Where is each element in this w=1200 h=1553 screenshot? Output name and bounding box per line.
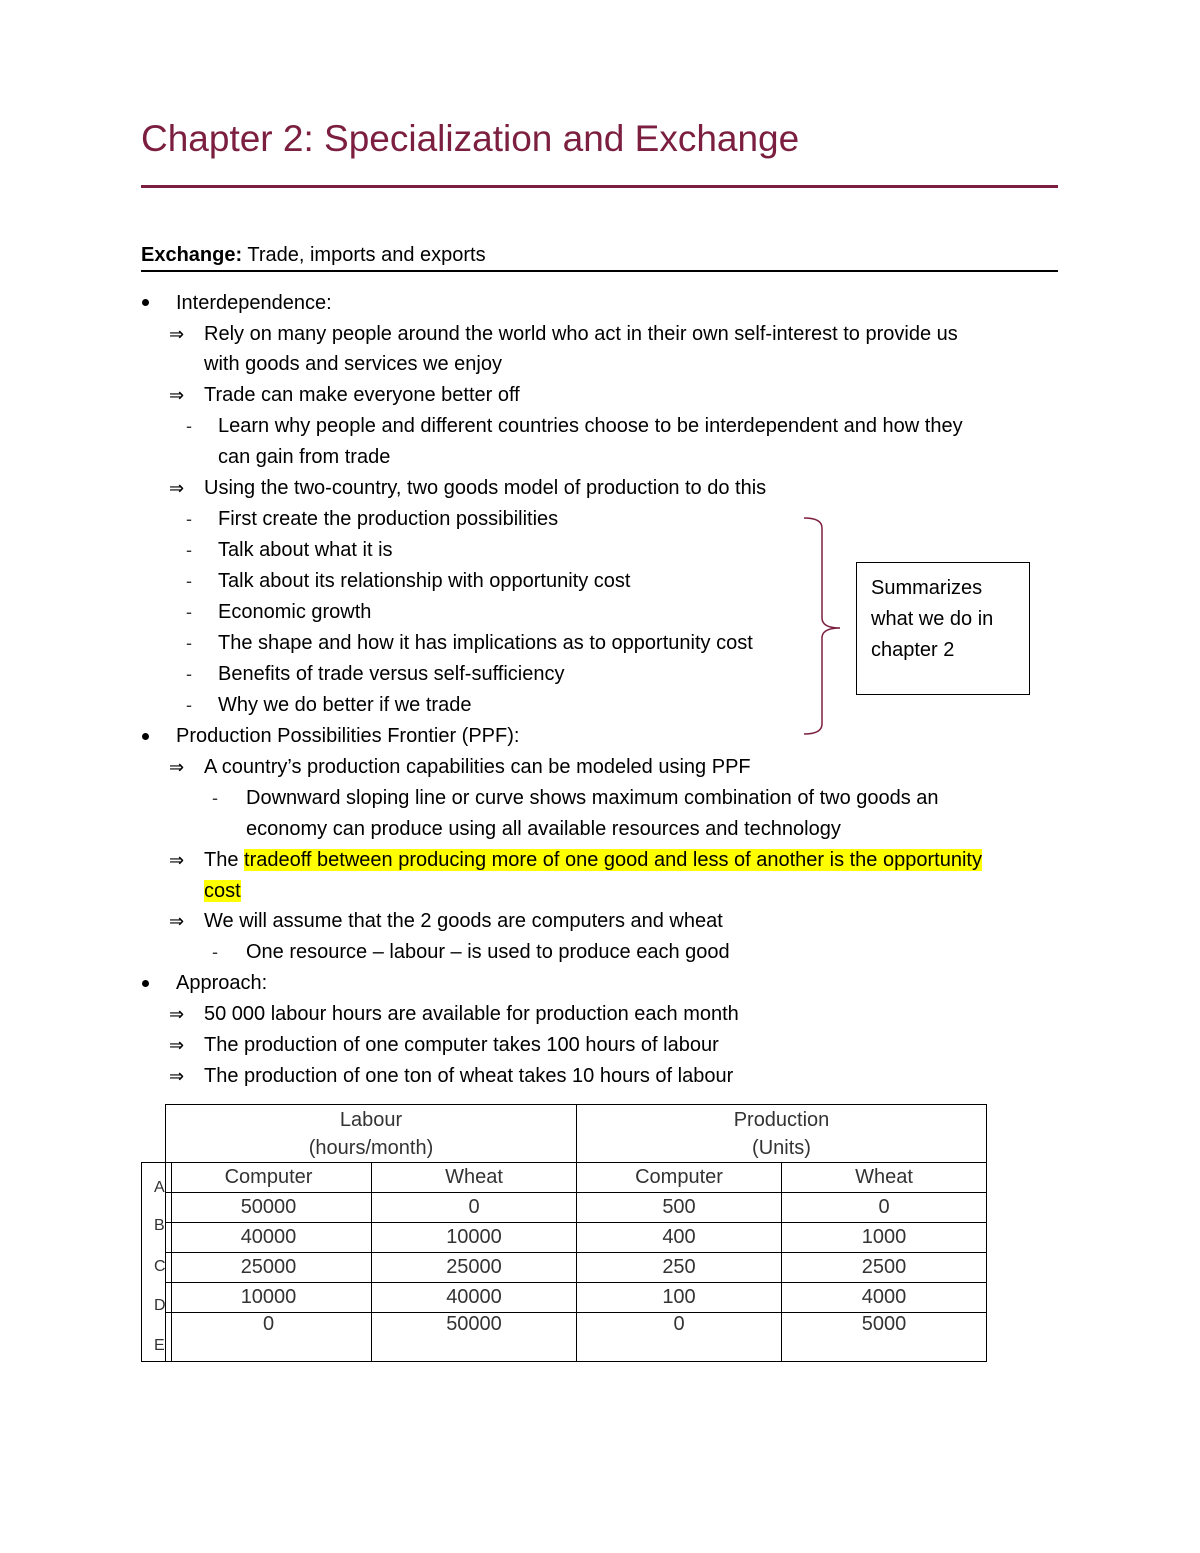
item-one-resource: One resource – labour – is used to produce each good [246,941,730,963]
double-arrow-icon: ⇒ [169,324,185,344]
table-cell: 40000 [372,1283,577,1313]
table-cell: 0 [372,1193,577,1223]
bullet-dot-icon [142,980,149,987]
table-cell: 250 [577,1253,782,1283]
item-first-create: First create the production possibilities [218,508,559,530]
table-cell: 0 [577,1313,782,1362]
row-letter: B [154,1217,165,1234]
highlighted-text: tradeoff between producing more of one good and less of another is the opportunity [244,849,982,871]
dash-icon: - [186,416,192,436]
row-letter: A [154,1179,165,1196]
row-letter: E [154,1337,165,1354]
double-arrow-icon: ⇒ [169,1066,185,1086]
table-cell: 25000 [166,1253,372,1283]
labour-header-title: Labour [339,1108,403,1131]
production-header [577,1105,987,1163]
table-cell: 4000 [782,1283,987,1313]
dash-icon: - [186,509,192,529]
column-header: Computer [577,1163,782,1193]
item-approach: Approach: [176,972,268,994]
table-cell: 40000 [166,1223,372,1253]
item-computer-hours: The production of one computer takes 100 hours of labour [204,1034,719,1056]
table-row [166,1313,987,1362]
double-arrow-icon: ⇒ [169,911,185,931]
item-economic-growth: Economic growth [218,601,372,623]
table-row [166,1283,987,1313]
page-title: Chapter 2: Specialization and Exchange [141,118,800,159]
double-arrow-icon: ⇒ [169,478,185,498]
double-arrow-icon: ⇒ [169,1035,185,1055]
item-learn-line2: can gain from trade [218,446,391,468]
table-cell: 2500 [782,1253,987,1283]
item-wheat-hours: The production of one ton of wheat takes 10 hours of labour [204,1065,734,1087]
table-cell: 0 [166,1313,372,1362]
table-cell: 5000 [782,1313,987,1362]
section-heading [141,244,486,267]
item-assume: We will assume that the 2 goods are computers and wheat [204,910,723,932]
summary-line: what we do in [871,608,994,630]
item-rely-line1: Rely on many people around the world who act in their own self-interest to provide us [204,323,958,345]
item-downward-line1: Downward sloping line or curve shows maximum combination of two goods an [246,787,939,809]
summary-box [856,562,1030,695]
dash-icon: - [186,695,192,715]
row-letter: C [154,1258,166,1275]
item-trade-better: Trade can make everyone better off [204,384,520,406]
table-cell: 50000 [372,1313,577,1362]
item-downward-line2: economy can produce using all available resources and technology [246,818,841,840]
item-shape: The shape and how it has implications as to opportunity cost [218,632,753,654]
item-ppf: Production Possibilities Frontier (PPF): [176,725,520,747]
table-cell: 1000 [782,1223,987,1253]
double-arrow-icon: ⇒ [169,385,185,405]
bullet-dot-icon [142,733,149,740]
dash-icon: - [186,571,192,591]
ppf-table [165,1104,987,1362]
labour-header-unit: (hours/month) [308,1136,434,1159]
column-header: Computer [166,1163,372,1193]
item-talk-what: Talk about what it is [218,539,393,561]
section-divider [141,270,1058,272]
item-tradeoff-line2 [204,879,241,903]
table-row [166,1223,987,1253]
table-cell: 400 [577,1223,782,1253]
item-benefits: Benefits of trade versus self-sufficiency [218,663,565,685]
summary-line: Summarizes [871,577,983,599]
bullet-dot-icon [142,299,149,306]
double-arrow-icon: ⇒ [169,1004,185,1024]
production-header-title: Production [733,1108,830,1131]
item-learn-line1: Learn why people and different countries choose to be interdependent and how they [218,415,963,437]
item-country: A country’s production capabilities can be modeled using PPF [204,756,751,778]
table-cell: 10000 [166,1283,372,1313]
item-interdependence: Interdependence: [176,292,332,314]
title-divider [141,185,1058,188]
summary-line: chapter 2 [871,639,955,661]
item-why-trade: Why we do better if we trade [218,694,472,716]
dash-icon: - [186,664,192,684]
table-cell: 50000 [166,1193,372,1223]
item-talk-relationship: Talk about its relationship with opportunity cost [218,570,631,592]
highlighted-text: cost [204,880,241,902]
section-text: Trade, imports and exports [242,244,486,266]
tradeoff-prefix: The [204,849,245,871]
item-using-model: Using the two-country, two goods model of production to do this [204,477,767,499]
right-brace-icon [800,512,860,738]
table-cell: 100 [577,1283,782,1313]
double-arrow-icon: ⇒ [169,757,185,777]
table-row [166,1193,987,1223]
labour-header [166,1105,577,1163]
production-header-unit: (Units) [752,1136,811,1159]
item-labour-hours: 50 000 labour hours are available for production each month [204,1003,739,1025]
table-cell: 500 [577,1193,782,1223]
table-cell: 10000 [372,1223,577,1253]
column-header: Wheat [372,1163,577,1193]
dash-icon: - [186,540,192,560]
table-cell: 25000 [372,1253,577,1283]
table-row [166,1253,987,1283]
dash-icon: - [186,633,192,653]
row-letter: D [154,1297,166,1314]
item-tradeoff-line1 [204,848,982,872]
column-header: Wheat [782,1163,987,1193]
dash-icon: - [212,788,218,808]
item-rely-line2: with goods and services we enjoy [204,353,502,375]
section-label: Exchange: [141,244,243,266]
dash-icon: - [212,942,218,962]
table-cell: 0 [782,1193,987,1223]
dash-icon: - [186,602,192,622]
double-arrow-icon: ⇒ [169,850,185,870]
